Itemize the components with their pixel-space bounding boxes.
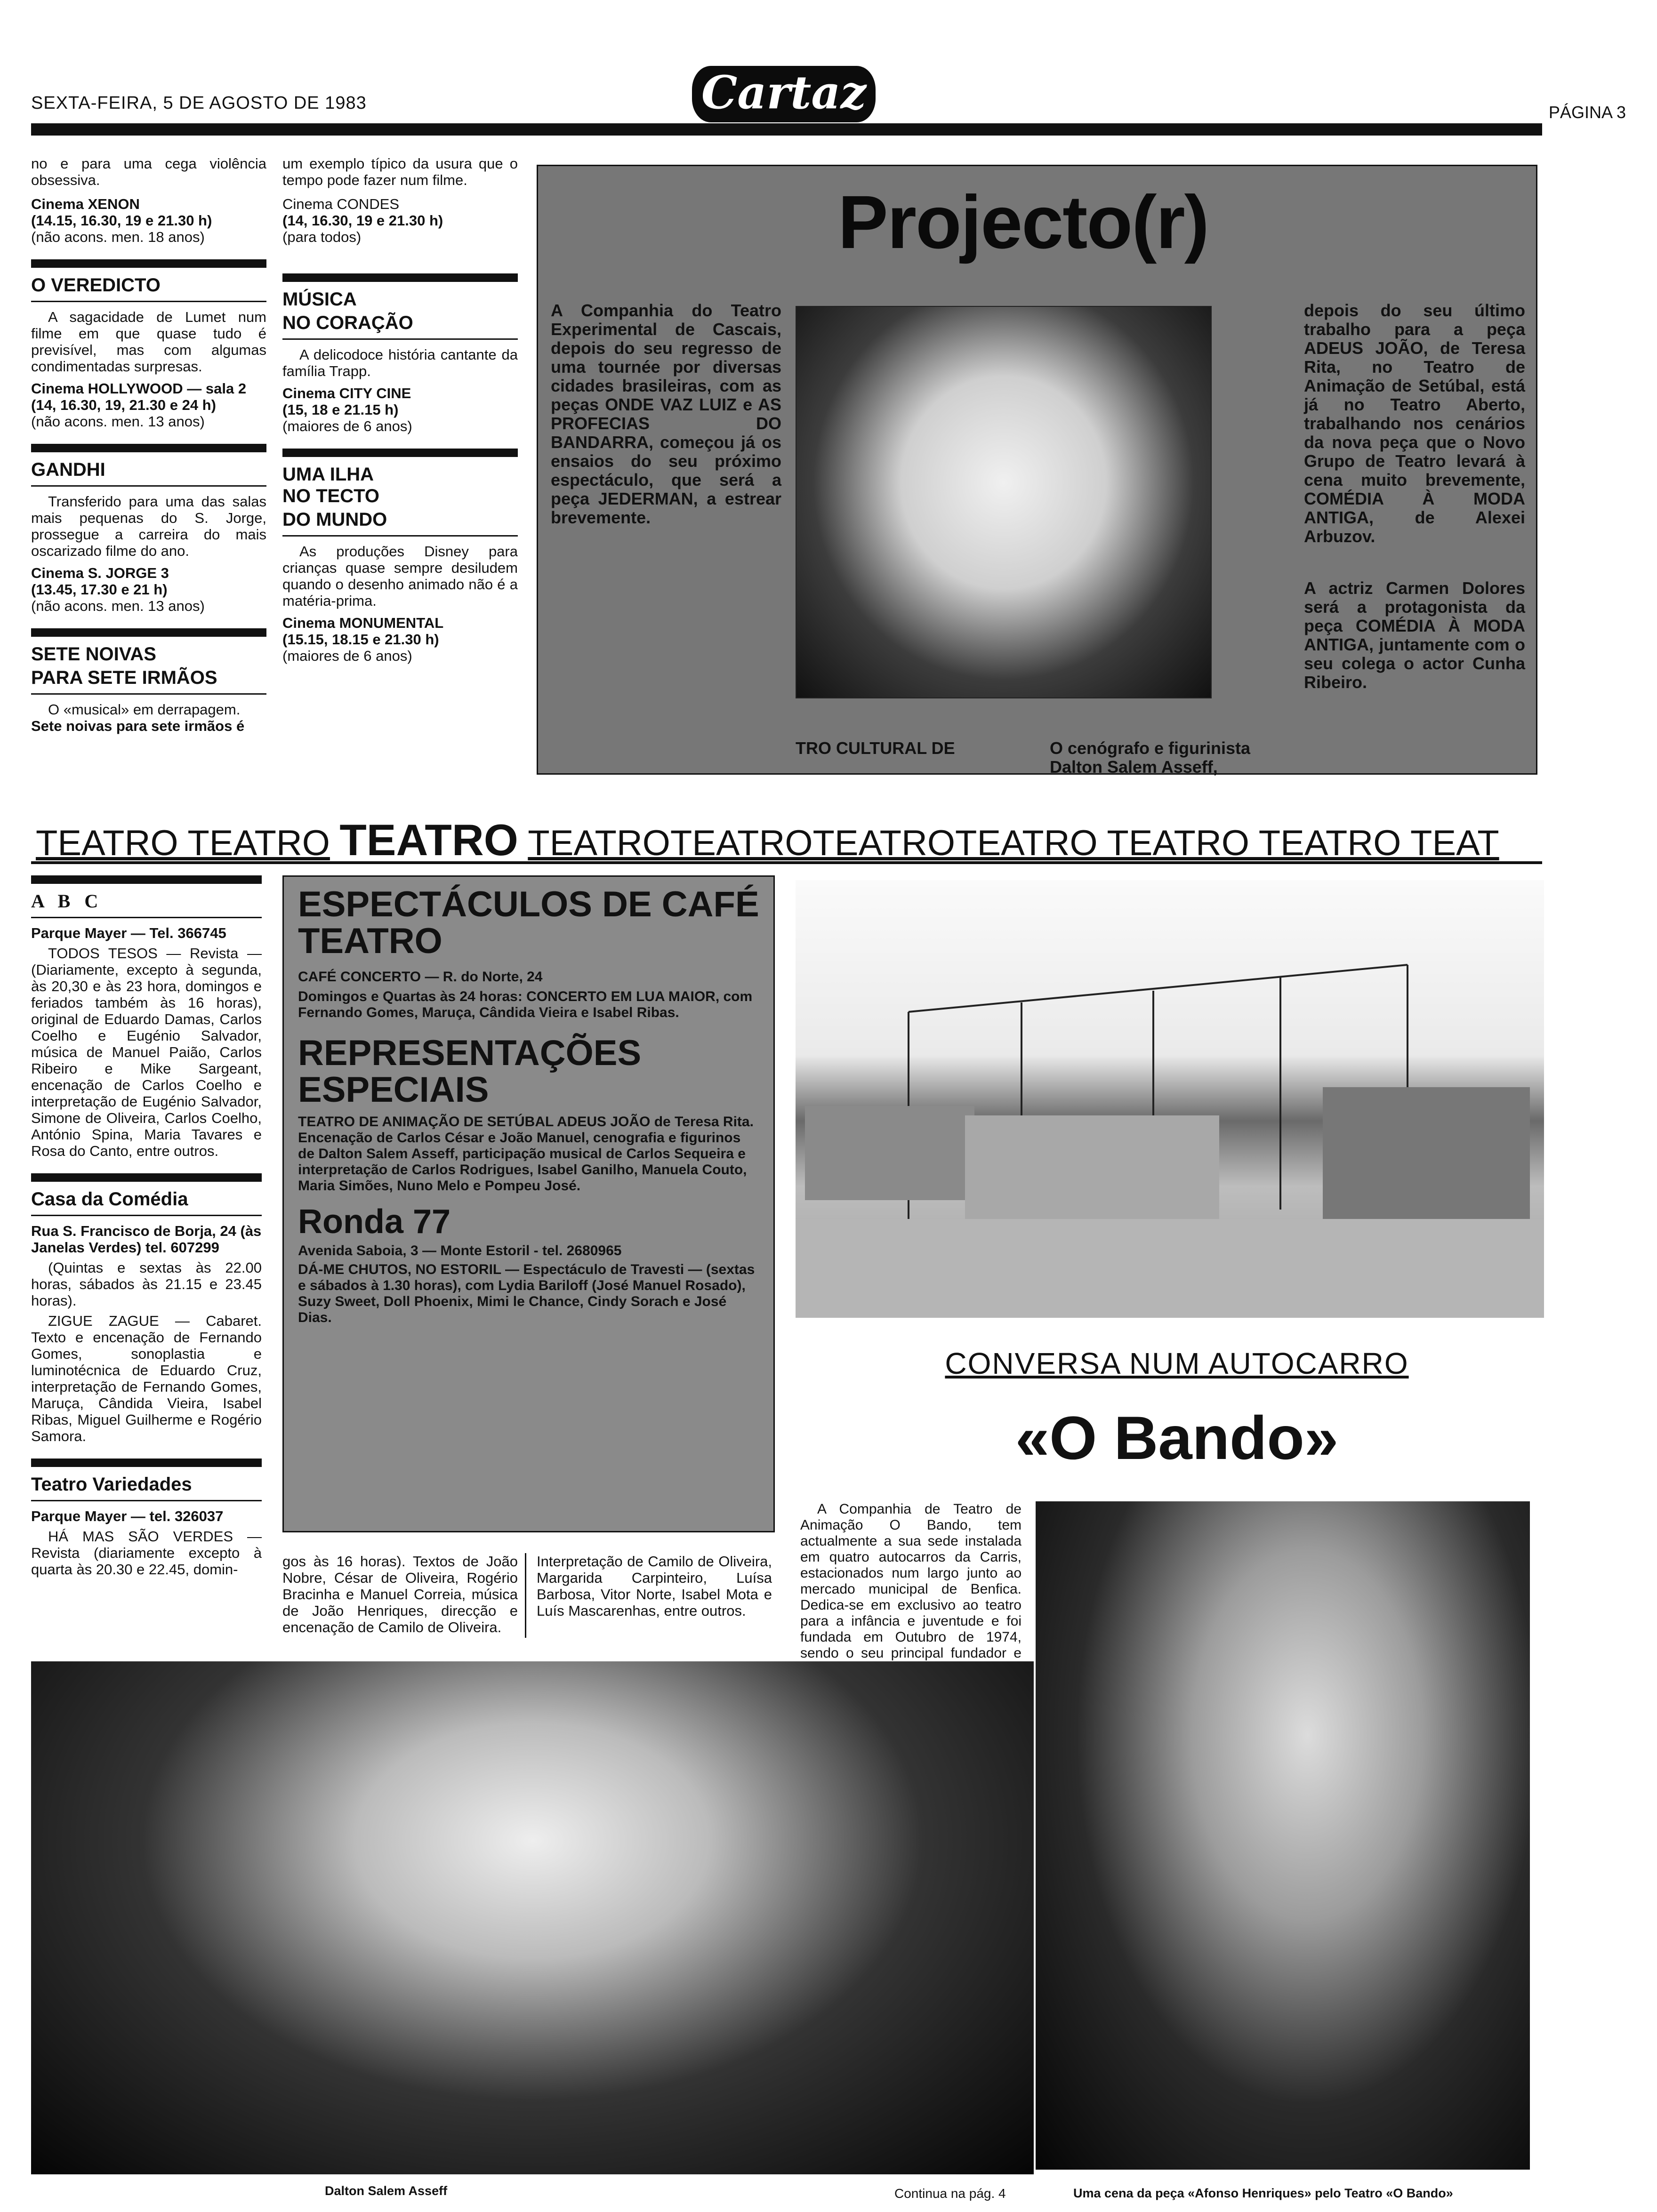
portrait-photo: [796, 306, 1212, 698]
veredicto-venue: Cinema HOLLYWOOD — sala 2: [31, 380, 247, 397]
veredicto-times: (14, 16.30, 19, 21.30 e 24 h): [31, 397, 216, 413]
column-1: [31, 155, 266, 738]
abc-title: A B C: [31, 890, 103, 912]
comedia-text-2: ZIGUE ZAGUE — Cabaret. Texto e encenação de Fernando Gomes, sonoplastia e luminotécnica de Eduardo Cruz, interpretação de Fernando Gomes, Maruça, Cândida Vieira, Isabel Ribas, Miguel Guilherme e Rogério Samora.: [31, 1313, 262, 1444]
ilha-title-2: NO TECTO: [282, 486, 379, 506]
ronda-text: DÁ-ME CHUTOS, NO ESTORIL — Espectáculo de Travesti — (sextas e sábados à 1.30 horas), com Lydia Bariloff (José Manuel Rosado), Suzy Sweet, Doll Phoenix, Mimi le Chance, Cindy Sorach e José Dias.: [298, 1262, 755, 1325]
col2-intro-text: um exemplo típico da usura que o tempo pode fazer num filme.: [282, 155, 518, 188]
header-date: SEXTA-FEIRA, 5 DE AGOSTO DE 1983: [31, 93, 367, 113]
bando-title: «O Bando»: [1015, 1403, 1339, 1472]
musica-times: (15, 18 e 21.15 h): [282, 401, 399, 418]
ilha-times: (15.15, 18.15 e 21.30 h): [282, 631, 439, 648]
divider: [31, 444, 266, 452]
gandhi-times: (13.45, 17.30 e 21 h): [31, 581, 168, 598]
ilha-title-1: UMA ILHA: [282, 464, 374, 485]
divider: [31, 301, 266, 302]
ilha-rating: (maiores de 6 anos): [282, 648, 412, 664]
rep-text: TEATRO DE ANIMAÇÃO DE SETÚBAL ADEUS JOÃO de Teresa Rita. Encenação de Carlos César e João Manuel, cenografia e figurinos de Dalton Salem Asseff, participação musical de Carlos Sequeira e interpretação de Carlos Rodrigues, Isabel Ganilho, Manuela Couto, Maria Simões, Nuno Melo e Pompeu José.: [298, 1114, 754, 1194]
col1-intro-venue: Cinema XENON: [31, 196, 140, 212]
teatro-band: [31, 815, 1542, 865]
cafe-teatro-box: [282, 875, 775, 1532]
cafe-text-2: Domingos e Quartas às 24 horas: CONCERTO EM LUA MAIOR, com Fernando Gomes, Maruça, Cândida Vieira e Isabel Ribas.: [298, 989, 753, 1020]
rep-title: REPRESENTAÇÕES ESPECIAIS: [298, 1033, 642, 1110]
ilha-text: As produções Disney para crianças quase sempre desiludem quando o desenho animado não é a matéria-prima.: [282, 543, 518, 609]
bando-photo: [1036, 1501, 1530, 2170]
projector-right-text: depois do seu último trabalho para a peça ADEUS JOÃO, de Teresa Rita, no Teatro de Animação de Setúbal, está já no Teatro Aberto, trabalhando nos cenários da nova peça que o Novo Grupo de Teatro levará à cena muito brevemente, COMÉDIA À MODA ANTIGA, de Alexei Arbuzov.: [1304, 301, 1525, 546]
musica-text: A delicodoce história cantante da família Trapp.: [282, 346, 518, 379]
bus-photo: [796, 880, 1544, 1318]
teatro-band-part2: TEATRO: [339, 815, 518, 865]
gandhi-rating: (não acons. men. 13 anos): [31, 598, 205, 614]
divider: [31, 259, 266, 268]
header-page: PÁGINA 3: [1548, 103, 1626, 122]
sete-text-2: Sete noivas para sete irmãos é: [31, 718, 245, 734]
cafe-text-1: CAFÉ CONCERTO — R. do Norte, 24: [298, 969, 543, 985]
ronda-title: Ronda 77: [298, 1203, 451, 1241]
divider: [282, 449, 518, 457]
bando-subtitle: CONVERSA NUM AUTOCARRO: [945, 1346, 1409, 1380]
sete-title-2: PARA SETE IRMÃOS: [31, 667, 217, 688]
sete-text-1: O «musical» em derrapagem.: [48, 701, 241, 718]
projector-title: Projecto(r): [838, 180, 1208, 264]
divider: [31, 628, 266, 637]
variedades-text: HÁ MAS SÃO VERDES — Revista (diariamente excepto à quarta às 20.30 e 22.45, domin-: [31, 1528, 262, 1578]
col2-intro-times: (14, 16.30, 19 e 21.30 h): [282, 212, 443, 229]
projector-bottom-center: TRO CULTURAL DE: [796, 738, 955, 758]
divider: [282, 535, 518, 537]
teatro-band-part1: TEATRO TEATRO: [36, 823, 330, 863]
divider: [282, 338, 518, 340]
theatres-column: [31, 875, 262, 1581]
teatro-band-part3: TEATROTEATROTEATROTEATRO TEATRO TEATRO TEAT: [528, 823, 1499, 863]
musica-title-1: MÚSICA: [282, 289, 357, 310]
gandhi-title: GANDHI: [31, 459, 105, 480]
col1-intro-text: no e para uma cega violência obsessiva.: [31, 155, 266, 188]
bando-caption: Uma cena da peça «Afonso Henriques» pelo Teatro «O Bando»: [1073, 2186, 1453, 2200]
col1-intro-rating: (não acons. men. 18 anos): [31, 229, 205, 245]
gandhi-venue: Cinema S. JORGE 3: [31, 565, 169, 581]
divider: [31, 1215, 262, 1216]
abc-text: TODOS TESOS — Revista — (Diariamente, excepto à segunda, às 20,30 e às 23 hora, domingos e feriados também às 16 horas), original de Eduardo Damas, Carlos Coelho e Eugénio Salvador, música de Manuel Paião, Carlos Ribeiro e Mike Sargeant, encenação de Carlos Coelho e interpretação de Eugénio Salvador, Simone de Oliveira, Carlos Coelho, António Spina, Maria Tavares e Rosa do Canto, entre outros.: [31, 945, 262, 1159]
variedades-title: Teatro Variedades: [31, 1474, 192, 1495]
musica-rating: (maiores de 6 anos): [282, 418, 412, 434]
variedades-address: Parque Mayer — tel. 326037: [31, 1508, 224, 1524]
divider: [282, 273, 518, 282]
divider: [31, 917, 262, 918]
projector-right-text-2: A actriz Carmen Dolores será a protagonista da peça COMÉDIA À MODA ANTIGA, juntamente com o seu colega o actor Cunha Ribeiro.: [1304, 578, 1525, 692]
bus-photo-scene: [796, 880, 1544, 1318]
musica-venue: Cinema CITY CINE: [282, 385, 411, 401]
cartaz-logo: [673, 38, 894, 132]
comedia-title: Casa da Comédia: [31, 1189, 188, 1210]
divider: [31, 485, 266, 487]
gandhi-text: Transferido para uma das salas mais pequenas do S. Jorge, prossegue a carreira do mais oscarizado filme do ano.: [31, 493, 266, 559]
bando-text-1: A Companhia de Teatro de Animação O Bando, tem actualmente a sua sede instalada em quatro autocarros da Carris, estacionados num largo junto ao mercado municipal de Benfica. Dedica-se em exclusivo ao teatro para a infância e juventude e foi fundada em Outubro de 1974, sendo o seu principal fundador e: [800, 1501, 1022, 1661]
cafe-title: ESPECTÁCULOS DE CAFÉ TEATRO: [298, 884, 759, 961]
col1-intro-times: (14.15, 16.30, 19 e 21.30 h): [31, 212, 212, 229]
col2-intro-rating: (para todos): [282, 229, 362, 245]
divider: [31, 1173, 262, 1182]
dalton-photo: [31, 1661, 1034, 2174]
comedia-text-1: (Quintas e sextas às 22.00 horas, sábados às 21.15 e 23.45 horas).: [31, 1259, 262, 1309]
projector-left-text: A Companhia do Teatro Experimental de Cascais, depois do seu regresso de uma tournée por diversas cidades brasileiras, com as peças ONDE VAZ LUIZ e AS PROFECIAS DO BANDARRA, começou já os ensaios do seu próximo espectáculo, que será a peça JEDERMAN, a estrear brevemente.: [551, 301, 781, 527]
divider: [31, 693, 266, 695]
logo-text: Cartaz: [701, 66, 867, 119]
dalton-caption: Dalton Salem Asseff: [325, 2184, 448, 2198]
continua-label: Continua na pág. 4: [894, 2186, 1006, 2201]
divider: [31, 1500, 262, 1501]
mid-column-b: Interpretação de Camilo de Oliveira, Margarida Carpinteiro, Luísa Barbosa, Vitor Norte, Isabel Mota e Luís Mascarenhas, entre outros.: [537, 1553, 772, 1619]
column-rule: [525, 1553, 526, 1638]
ilha-venue: Cinema MONUMENTAL: [282, 615, 444, 631]
divider: [31, 1459, 262, 1467]
col2-intro-venue: Cinema CONDES: [282, 196, 400, 212]
header-rule: [31, 123, 1542, 136]
veredicto-title: O VEREDICTO: [31, 275, 161, 296]
column-2: [282, 155, 518, 668]
ilha-title-3: DO MUNDO: [282, 509, 387, 530]
ronda-address: Avenida Saboia, 3 — Monte Estoril - tel. 2680965: [298, 1243, 622, 1258]
projector-bottom-right: O cenógrafo e figurinista Dalton Salem Asseff,: [1050, 738, 1251, 777]
comedia-address: Rua S. Francisco de Borja, 24 (às Janelas Verdes) tel. 607299: [31, 1223, 262, 1256]
veredicto-text: A sagacidade de Lumet num filme em que quase tudo é previsível, mas com algumas condimentadas surpresas.: [31, 309, 266, 375]
mid-column-a: gos às 16 horas). Textos de João Nobre, César de Oliveira, Rogério Bracinha e Manuel Correia, música de João Henriques, direcção e encenação de Camilo de Oliveira.: [282, 1553, 518, 1635]
abc-address: Parque Mayer — Tel. 366745: [31, 925, 226, 941]
divider: [31, 875, 262, 884]
veredicto-rating: (não acons. men. 13 anos): [31, 413, 205, 430]
musica-title-2: NO CORAÇÃO: [282, 313, 413, 333]
sete-title-1: SETE NOIVAS: [31, 644, 156, 665]
